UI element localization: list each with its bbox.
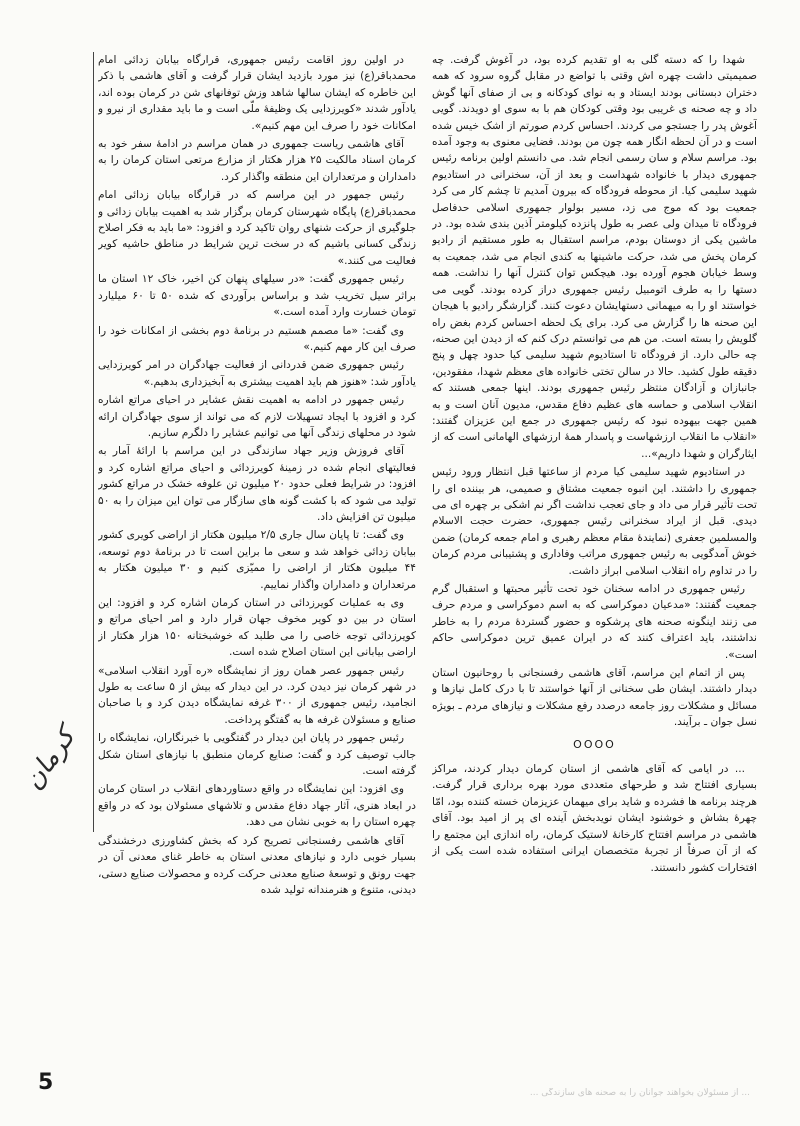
paragraph: رئیس جمهوری گفت: «در سیلهای پنهان کن اخیر، خاک ۱۲ استان ما براثر سیل تخریب شد و براساس برآوردی که شده ۵۰ تا ۶۰ میلیارد تومان خسارت وارد آمده است.» — [98, 273, 416, 319]
paragraph: وی به عملیات کویرزدائی در استان کرمان اشاره کرد و افزود: این استان در بین دو کویر مخوف جهان قرار دارد و امر احیای مراتع و کویرزدائی توجه خاصی را می طلبد که خوشبختانه ۱۵۰ هزار هکتار از اراضی بیابانی این استان اصلاح شده است. — [98, 597, 416, 659]
paragraph: رئیس جمهور در این مراسم که در قرارگاه بیابان زدائی امام محمدباقر(ع) پایگاه شهرستان کرمان برگزار شد به اهمیت بیابان زدائی و جلوگیری از حرکت شنهای روان تاکید کرد و افزود: «ما باید به فکر اصلاح زندگی کسانی باشیم که در سخت ترین شرایط در مناطق حاشیه کویر فعالیت می کنند.» — [98, 189, 416, 267]
paragraph: رئیس جمهور در پایان این دیدار در گفتگویی با خبرنگاران، نمایشگاه را جالب توصیف کرد و گفت: صنایع کرمان منطبق با نیازهای استان شکل گرفته است. — [98, 732, 416, 778]
paragraph: وی افزود: این نمایشگاه در واقع دستاوردهای انقلاب در استان کرمان در ابعاد هنری، آثار جهاد دفاع مقدس و تلاشهای مسئولان بود که در واقع چهره استان را به خوبی نشان می دهد. — [98, 783, 416, 829]
section-separator: OOOO — [573, 737, 616, 751]
paragraph: آقای هاشمی ریاست جمهوری در همان مراسم در ادامهٔ سفر خود به کرمان اسناد مالکیت ۲۵ هزار هکتار از مزارع مرتعی استان کرمان را به دامداران و مرتعداران این منطقه واگذار کرد. — [98, 138, 416, 183]
column-divider — [93, 52, 94, 832]
magazine-logo — [14, 722, 82, 796]
logo-text: کرمان — [18, 722, 82, 796]
page-number: 5 — [38, 1070, 54, 1095]
article-right-column — [432, 52, 757, 1112]
paragraph: وی گفت: «ما مصمم هستیم در برنامهٔ دوم بخشی از امکانات خود را صرف این کار مهم کنیم.» — [98, 324, 416, 353]
paragraph: رئیس جمهوری ضمن قدردانی از فعالیت جهادگران در امر کویرزدایی یادآور شد: «هنوز هم باید اهمیت بیشتری به آبخیزداری بدهیم.» — [98, 359, 416, 388]
paragraph: وی گفت: تا پایان سال جاری ۲/۵ میلیون هکتار از اراضی کویری کشور بیابان زدائی خواهد شد و سعی ما براین است تا در برنامهٔ دوم توسعه، ۴۴ میلیون هکتار از اراضی را ممیّزی کنیم و ۳۰ میلیون هکتار به مرتعداران و دامداران واگذار نماییم. — [98, 529, 416, 591]
paragraph: آقای هاشمی رفسنجانی تصریح کرد که بخش کشاورزی درخشندگی بسیار خوبی دارد و نیازهای معدنی استان به خاطر غنای معدنی آن در جهت رونق و توسعهٔ صنایع معدنی حرکت کرده و محصولات صنایع دستی، دیدنی، متنوع و هنرمندانه تولید شده — [98, 834, 416, 896]
bleed-through-text: ... از مسئولان بخواهند جوانان را به صحنه های سازندگی ... — [529, 1088, 750, 1098]
paragraph: در استادیوم شهید سلیمی کیا مردم از ساعتها قبل انتظار ورود رئیس جمهوری را داشتند. این انبوه جمعیت مشتاق و صمیمی، هر بیننده ای را تحت تأثیر قرار می داد و جای تعجب نداشت اگر نم اشکی بر چهره ای می دیدی. قبل از ایراد سخنرانی رئیس جمهوری، حضرت حجت الاسلام والمسلمین جعفری (نمایندهٔ مقام معظم رهبری و امام جمعه کرمان) ضمن خوش آمدگویی به رئیس جمهوری مراتب وفاداری و پشتیبانی مردم کرمان را در تداوم راه انقلاب اسلامی ابراز داشت. — [432, 466, 757, 577]
paragraph: رئیس جمهور عصر همان روز از نمایشگاه «ره آورد انقلاب اسلامی» در شهر کرمان نیز دیدن کرد. در این دیدار که بیش از ۵ ساعت به طول انجامید، رئیس جمهوری از ۳۰۰ غرفه نمایشگاه دیدن کرد و با صاحبان صنایع و مسئولان غرفه ها به گفتگو پرداخت. — [98, 664, 416, 726]
paragraph: ... در ایامی که آقای هاشمی از استان کرمان دیدار کردند، مراکز بسیاری افتتاح شد و طرحهای متعددی مورد بهره برداری قرار گرفت. هرچند برنامه ها فشرده و شاید برای میهمان عزیزمان خسته کننده بود، امّا چهرهٔ بشاش و خوشنود ایشان نویدبخش آینده ای پر از امید بود. آقای هاشمی در مراسم افتتاح کارخانهٔ لاستیک کرمان، راه اندازی این مجتمع را که از آن صرفاً از تجربهٔ متخصصان ایرانی استفاده شده است یکی از افتخارات کشور دانستند. — [432, 763, 757, 874]
paragraph: رئیس جمهوری در ادامه سخنان خود تحت تأثیر محبتها و استقبال گرم جمعیت گفتند: «مدعیان دموکراسی که به اسم دموکراسی و مردم حرف می زنند اینگونه صحنه های پرشکوه و حضور گستردهٔ مردم را به خاطر نداشتند، باید اعتراف کنند که در ایران عمیق ترین دموکراسی حاکم است». — [432, 583, 757, 661]
article-left-column — [98, 52, 416, 1112]
paragraph: پس از اتمام این مراسم، آقای هاشمی رفسنجانی با روحانیون استان دیدار داشتند. ایشان طی سخنانی از آنها خواستند تا با درک کامل نیازها و مسائل و مشکلات روز جامعه درصدد رفع مشکلات و نیازهای مردم ـ بویژه نسل جوان ـ برآیند. — [432, 667, 757, 729]
paragraph: آقای فروزش وزیر جهاد سازندگی در این مراسم با ارائهٔ آمار به فعالیتهای انجام شده در زمینهٔ کویرزدائی و احیای مراتع اشاره کرد و افزود: در شرایط فعلی حدود ۲۰ میلیون تن علوفه خشک در مراتع کشور تولید می شود که با کشت گونه های سازگار می توان این میزان را به ۵۰ میلیون تن افزایش داد. — [98, 445, 416, 523]
paragraph: شهدا را که دسته گلی به او تقدیم کرده بود، در آغوش گرفت. چه صمیمیتی داشت چهره اش وقتی با تواضع در مقابل گروه سرود که همه دختران دبستانی بودند ایستاد و به نوای کودکانه و بی از صفای آنها گوش داد و چه صحنه ی غریبی بود وقتی کودکان هم با به سوی او دویدند. گویی آغوش پدر را جستجو می کردند. احساس کردم صورتم از اشک خیس شده است و در آن لحظه انگار همه چون من بودند. فضایی معنوی به وجود آمده بود. مراسم سلام و سان رسمی انجام شد. می دانستم اولین برنامه رئیس جمهوری دیدار با خانواده شهداست و بعد از آن، سخنرانی در استادیوم شهید سلیمی کیا. از محوطه فرودگاه که بیرون آمدیم تا چشم کار می کرد جمعیت بود که موج می زد، مسیر بولوار جمهوری اسلامی حدفاصل فرودگاه تا میدان ولی عصر به طول پانزده کیلومتر آذین بندی شده بود. در ماشین یکی از دوستان بودم، مراسم استقبال به طور مستقیم از رادیو کرمان پخش می شد، حرکت ماشینها به کندی انجام می شد، جمعیت به وسط خیابان هجوم آورده بود. هیچکس توان کنترل آنها را نداشت. همه دستها را به طرف اتومبیل رئیس جمهوری دراز کرده بودند. گویی می خواستند او را به میهمانی دستهایشان دعوت کنند. گزارشگر رادیو با هیجان این صحنه ها را گزارش می کرد. برای یک لحظه احساس کردم بغض راه گلویش را بسته است. من هم می توانستم درک کنم که از دیدن این صحنه، چه حالی دارد. از فرودگاه تا استادیوم شهید سلیمی کیا حدود چهل و پنج دقیقه طول کشید. حالا در سالن تختی خانواده های معظم شهدا، مفقودین، جانبازان و آزادگان منتظر رئیس جمهوری بودند. اینها جمعی هستند که انقلاب اسلامی و حماسه های عظیم دفاع مقدس، مدیون آنان است و به همین جهت بیهوده نبود که رئیس جمهوری در جمع این عزیزان گفتند: «انقلاب ما انقلاب ارزشهاست و پاسدار همهٔ ارزشهای الهامانی است که از ایثارگران و شهدا داریم»... — [432, 54, 757, 460]
paragraph: در اولین روز اقامت رئیس جمهوری، قرارگاه بیابان زدائی امام محمدباقر(ع) نیز مورد بازدید ایشان قرار گرفت و آقای هاشمی با ذکر این خاطره که ایشان سالها شاهد وزش توفانهای شن در کرمان بوده اند، یادآور شدند «کویرزدایی یک وظیفهٔ ملّی است و ما باید مقداری از نیرو و امکانات خود را صرف این مهم کنیم». — [98, 54, 416, 132]
paragraph: رئیس جمهور در ادامه به اهمیت نقش عشایر در احیای مراتع اشاره کرد و افزود با ایجاد تسهیلات لازم که می تواند از سوی جهادگران ارائه شود در محلهای زندگی آنها می توانیم عشایر را دلگرم سازیم. — [98, 394, 416, 439]
